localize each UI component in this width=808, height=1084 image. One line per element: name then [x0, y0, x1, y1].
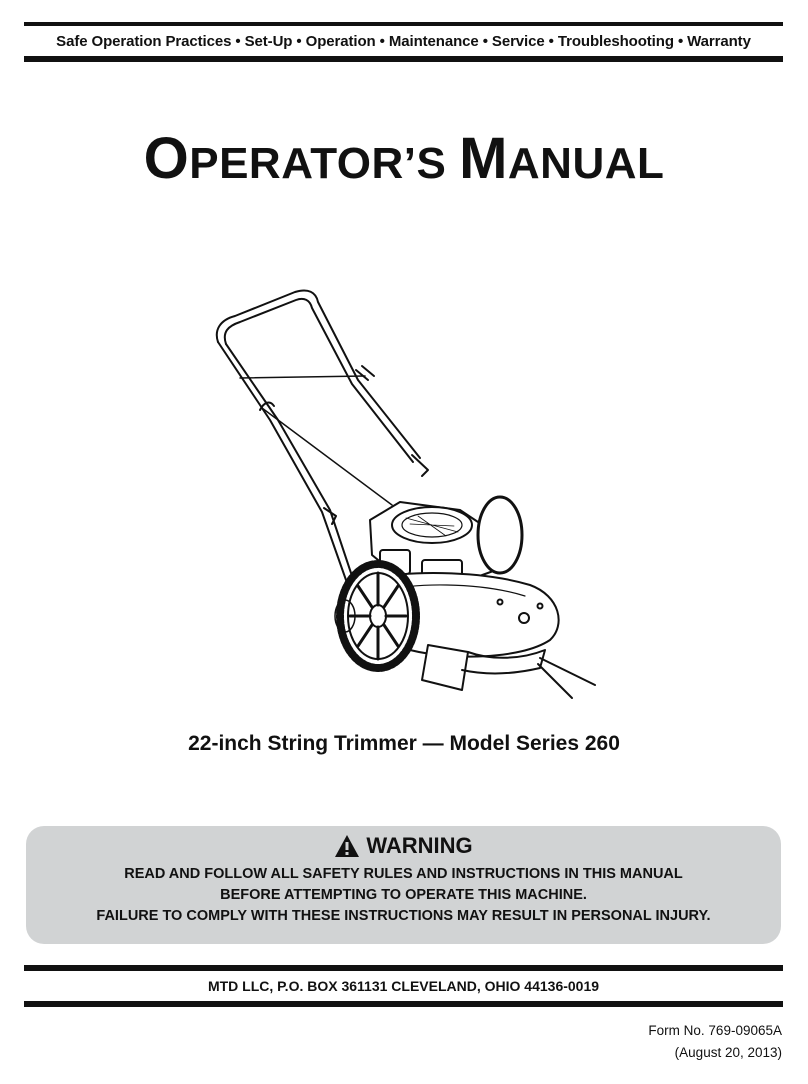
title-initial-o: O — [143, 126, 190, 191]
form-date: (August 20, 2013) — [674, 1045, 782, 1060]
form-info — [648, 1020, 782, 1064]
form-number: Form No. 769-09065A — [648, 1023, 782, 1038]
product-subtitle: 22-inch String Trimmer — Model Series 260 — [188, 732, 620, 755]
warning-title: WARNING — [366, 833, 473, 858]
warning-text — [26, 864, 781, 927]
warning-line-3: FAILURE TO COMPLY WITH THESE INSTRUCTIONS MAY RESULT IN PERSONAL INJURY. — [96, 908, 711, 924]
section-nav: Safe Operation Practices • Set-Up • Operation • Maintenance • Service • Troubleshooting • Warranty — [56, 32, 751, 50]
title-word2: ANUAL — [507, 139, 665, 188]
string-trimmer-illustration — [200, 280, 610, 700]
warning-heading — [26, 832, 781, 860]
warning-line-2: BEFORE ATTEMPTING TO OPERATE THIS MACHINE. — [220, 887, 587, 903]
top-rule-thick — [24, 56, 783, 62]
warning-box — [26, 826, 781, 944]
bottom-rule-thick — [24, 1001, 783, 1007]
title-initial-m: M — [459, 126, 508, 191]
warning-triangle-icon — [334, 834, 360, 858]
warning-line-1: READ AND FOLLOW ALL SAFETY RULES AND INSTRUCTIONS IN THIS MANUAL — [124, 866, 683, 882]
company-address: MTD LLC, P.O. BOX 361131 CLEVELAND, OHIO 44136-0019 — [207, 978, 600, 994]
title-word1: PERATOR’S — [189, 139, 460, 188]
page-title — [0, 126, 808, 191]
